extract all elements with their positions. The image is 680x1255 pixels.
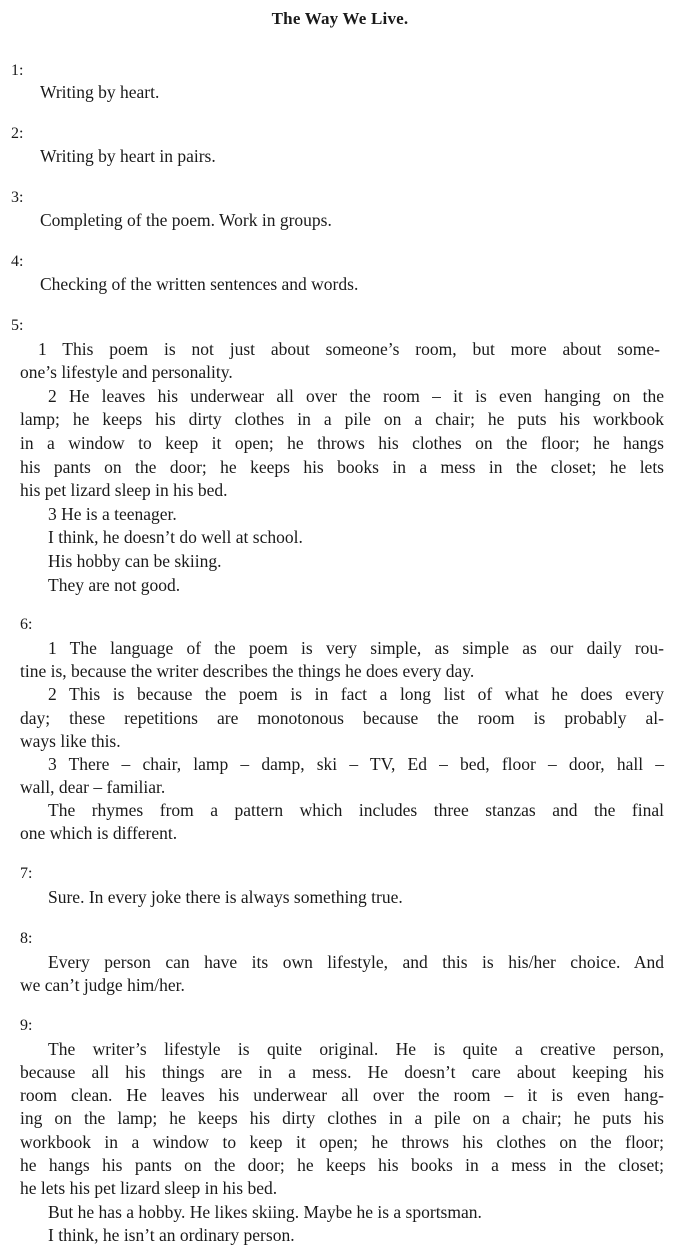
answer-line: tine is, because the writer describes the things he does every day. — [20, 661, 475, 681]
answer-line: But he has a hobby. He likes skiing. Maybe he is a sportsman. — [48, 1202, 482, 1222]
answer-line: 3 There – chair, lamp – damp, ski – TV, Ed – bed, floor – door, hall – — [48, 754, 664, 774]
section-number: 3: — [11, 189, 24, 206]
page-title: The Way We Live. — [271, 9, 409, 28]
answer-line: wall, dear – familiar. — [20, 777, 166, 797]
answer-line: I think, he isn’t an ordinary person. — [48, 1225, 295, 1245]
answer-line: 1 This poem is not just about someone’s room, but more about some- — [38, 339, 660, 359]
answer-line: lamp; he keeps his dirty clothes in a pile on a chair; he puts his workbook — [20, 409, 664, 429]
section-number: 4: — [11, 253, 24, 270]
answer-line: ing on the lamp; he keeps his dirty clothes in a pile on a chair; he puts his — [20, 1108, 664, 1128]
answer-line: 2 This is because the poem is in fact a long list of what he does every — [48, 684, 664, 704]
section-number: 2: — [11, 125, 24, 142]
answer-line: he lets his pet lizard sleep in his bed. — [20, 1178, 278, 1198]
answer-line: Checking of the written sentences and words. — [40, 274, 359, 294]
answer-line: 3 He is a teenager. — [48, 504, 177, 524]
answer-line: workbook in a window to keep it open; he throws his clothes on the floor; — [20, 1132, 664, 1152]
answer-line: he hangs his pants on the door; he keeps his books in a mess in the closet; — [20, 1155, 664, 1175]
answer-line: because all his things are in a mess. He doesn’t care about keeping his — [20, 1062, 664, 1082]
section-number: 5: — [11, 317, 24, 334]
answer-line: I think, he doesn’t do well at school. — [48, 527, 303, 547]
answer-line: in a window to keep it open; he throws his clothes on the floor; he hangs — [20, 433, 664, 453]
section-number: 1: — [11, 62, 24, 79]
answer-line: Writing by heart. — [40, 82, 160, 102]
answer-line: his pet lizard sleep in his bed. — [20, 480, 228, 500]
answer-line: The writer’s lifestyle is quite original. He is quite a creative person, — [48, 1039, 664, 1059]
answer-line: room clean. He leaves his underwear all over the room – it is even hang- — [20, 1085, 664, 1105]
answer-line: one which is different. — [20, 823, 178, 843]
answer-line: His hobby can be skiing. — [48, 551, 222, 571]
answer-line: we can’t judge him/her. — [20, 975, 185, 995]
section-number: 9: — [20, 1017, 33, 1034]
answer-line: 2 He leaves his underwear all over the room – it is even hanging on the — [48, 386, 664, 406]
section-number: 7: — [20, 865, 33, 882]
answer-line: one’s lifestyle and personality. — [20, 362, 233, 382]
answer-line: ways like this. — [20, 731, 121, 751]
answer-line: Every person can have its own lifestyle, and this is his/her choice. And — [48, 952, 664, 972]
section-number: 6: — [20, 616, 33, 633]
answer-line: 1 The language of the poem is very simple, as simple as our daily rou- — [48, 638, 664, 658]
answer-line: Writing by heart in pairs. — [40, 146, 216, 166]
answer-line: They are not good. — [48, 575, 181, 595]
answer-line: The rhymes from a pattern which includes three stanzas and the final — [48, 800, 664, 820]
answer-line: Sure. In every joke there is always something true. — [48, 887, 403, 907]
answer-line: his pants on the door; he keeps his books in a mess in the closet; he lets — [20, 457, 664, 477]
answer-line: day; these repetitions are monotonous because the room is probably al- — [20, 708, 664, 728]
answer-line: Completing of the poem. Work in groups. — [40, 210, 332, 230]
section-number: 8: — [20, 930, 33, 947]
